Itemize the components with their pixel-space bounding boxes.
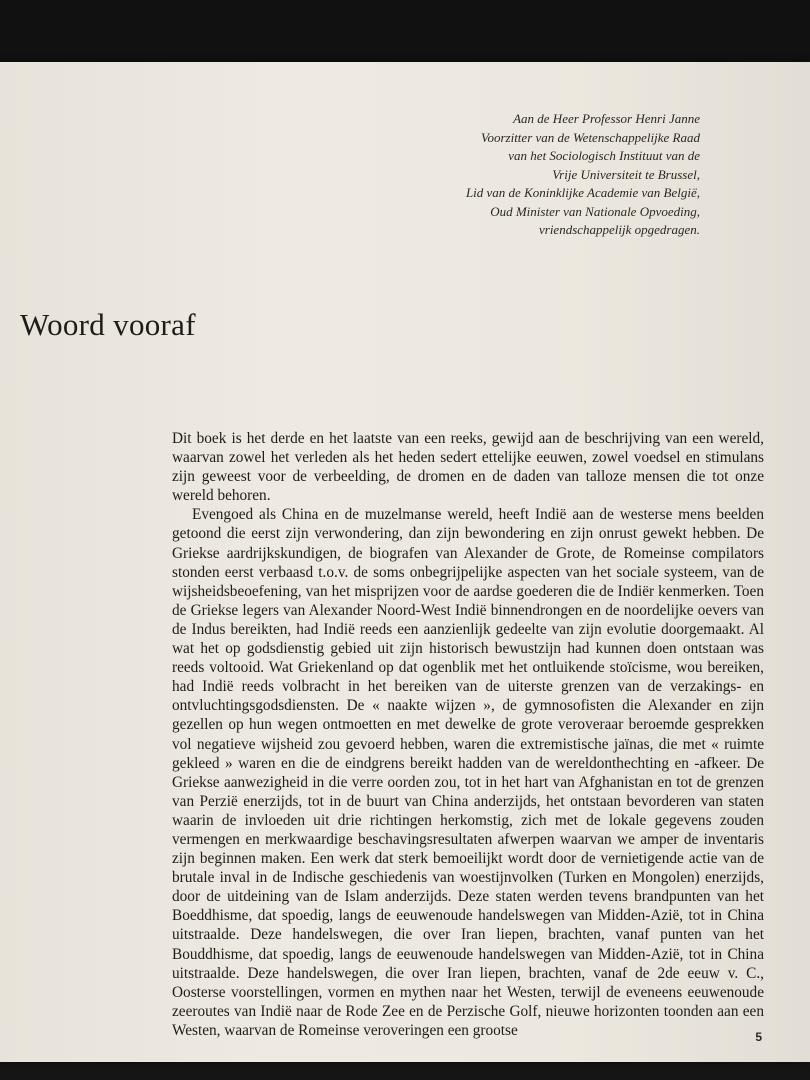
paragraph: Evengoed als China en de muzelmanse wereld, heeft Indië aan de westerse mens beelden getoond die eerst zijn verwondering, dan zijn bewondering en zijn onrust gewekt hebben. De Griekse aardrijkskundigen, de biografen van Alexander de Grote, de Romeinse compilators stonden eerst verbaasd t.o.v. de soms onbegrijpelijke aspecten van het sociale systeem, van de wijsheidsbeoefening, van het misprijzen voor de aardse goederen die de Indiër kenmerken. Toen de Griekse legers van Alexander Noord-West Indië binnendrongen en de noordelijke oevers van de Indus bereikten, had Indië reeds een aanzienlijk gedeelte van zijn evolutie doorgemaakt. Al wat het op godsdienstig gebied uit zijn historisch bewustzijn had kunnen doen ontstaan was reeds voltooid. Wat Griekenland op dat ogenblik met het ontluikende stoïcisme, wou bereiken, had Indië reeds volbracht in het bereiken van de uiterste grenzen van de verzakings- en ontvluchtingsgodsdiensten. De « naakte wijzen », de gymnosofisten die Alexander en zijn gezellen op hun wegen ontmoetten en met dewelke de grote veroveraar beroemde gesprekken vol negatieve wijsheid zou gevoerd hebben, waren die extremistische jaïnas, die met « ruimte gekleed » waren en die de eindgrens bereikt hadden van de wereldonthechting en -afkeer. De Griekse aanwezigheid in die verre oorden zou, tot in het hart van Afghanistan en tot de grenzen van Perzië enerzijds, tot in de buurt van China anderzijds, het ontstaan bevorderen van staten waarin de invloeden uit drie richtingen herkomstig, zich met de lokale gegevens zouden vermengen en merkwaardige beschavingsresultaten afwerpen waarvan we amper de inventaris zijn beginnen maken. Een werk dat sterk bemoeilijkt wordt door de vernietigende actie van de brutale inval in de Indische geschiedenis van woestijnvolken (Turken en Mongolen) enerzijds, door de uitdeining van de Islam anderzijds. Deze staten werden tevens brandpunten van het Boeddhisme, dat spoedig, langs de eeuwenoude handelswegen van Midden-Azië, tot in China uitstraalde. Deze handelswegen, die over Iran liepen, brachten, vanaf punten van het Bouddhisme, dat spoedig, langs de eeuwenoude handelswegen van Midden-Azië, tot in China uitstraalde. Deze handelswegen, die over Iran liepen, brachten, vanaf de 2de eeuw v. C., Oosterse voorstellingen, vormen en mythen naar het Westen, terwijl de eveneens eeuwenoude zeeroutes van Indië naar de Rode Zee en de Perzische Golf, nieuwe horizonten toonden aan een Westen, waarvan de Romeinse veroveringen een grootse [172, 506, 764, 1039]
chapter-title: Woord vooraf [20, 307, 196, 342]
dedication-line: Oud Minister van Nationale Opvoeding, [490, 203, 700, 219]
page-number: 5 [755, 1030, 762, 1044]
dedication-line: Voorzitter van de Wetenschappelijke Raad [480, 129, 700, 145]
body-text [172, 429, 764, 1040]
dedication-line: Vrije Universiteit te Brussel, [552, 166, 700, 182]
dedication [340, 110, 700, 240]
book-page [0, 62, 810, 1062]
dedication-line: Aan de Heer Professor Henri Janne [513, 111, 700, 126]
paragraph: Dit boek is het derde en het laatste van een reeks, gewijd aan de beschrijving van een wereld, waarvan zowel het verleden als het heden sedert ettelijke eeuwen, zowel voedsel en stimulans zijn geweest voor de verbeelding, de dromen en de daden van talloze mensen die tot onze wereld behoren. [172, 430, 764, 505]
dedication-line: van het Sociologisch Instituut van de [508, 148, 700, 163]
dedication-line: vriendschappelijk opgedragen. [538, 222, 700, 237]
background-top [0, 0, 810, 62]
dedication-line: Lid van de Koninklijke Academie van België, [465, 185, 700, 200]
